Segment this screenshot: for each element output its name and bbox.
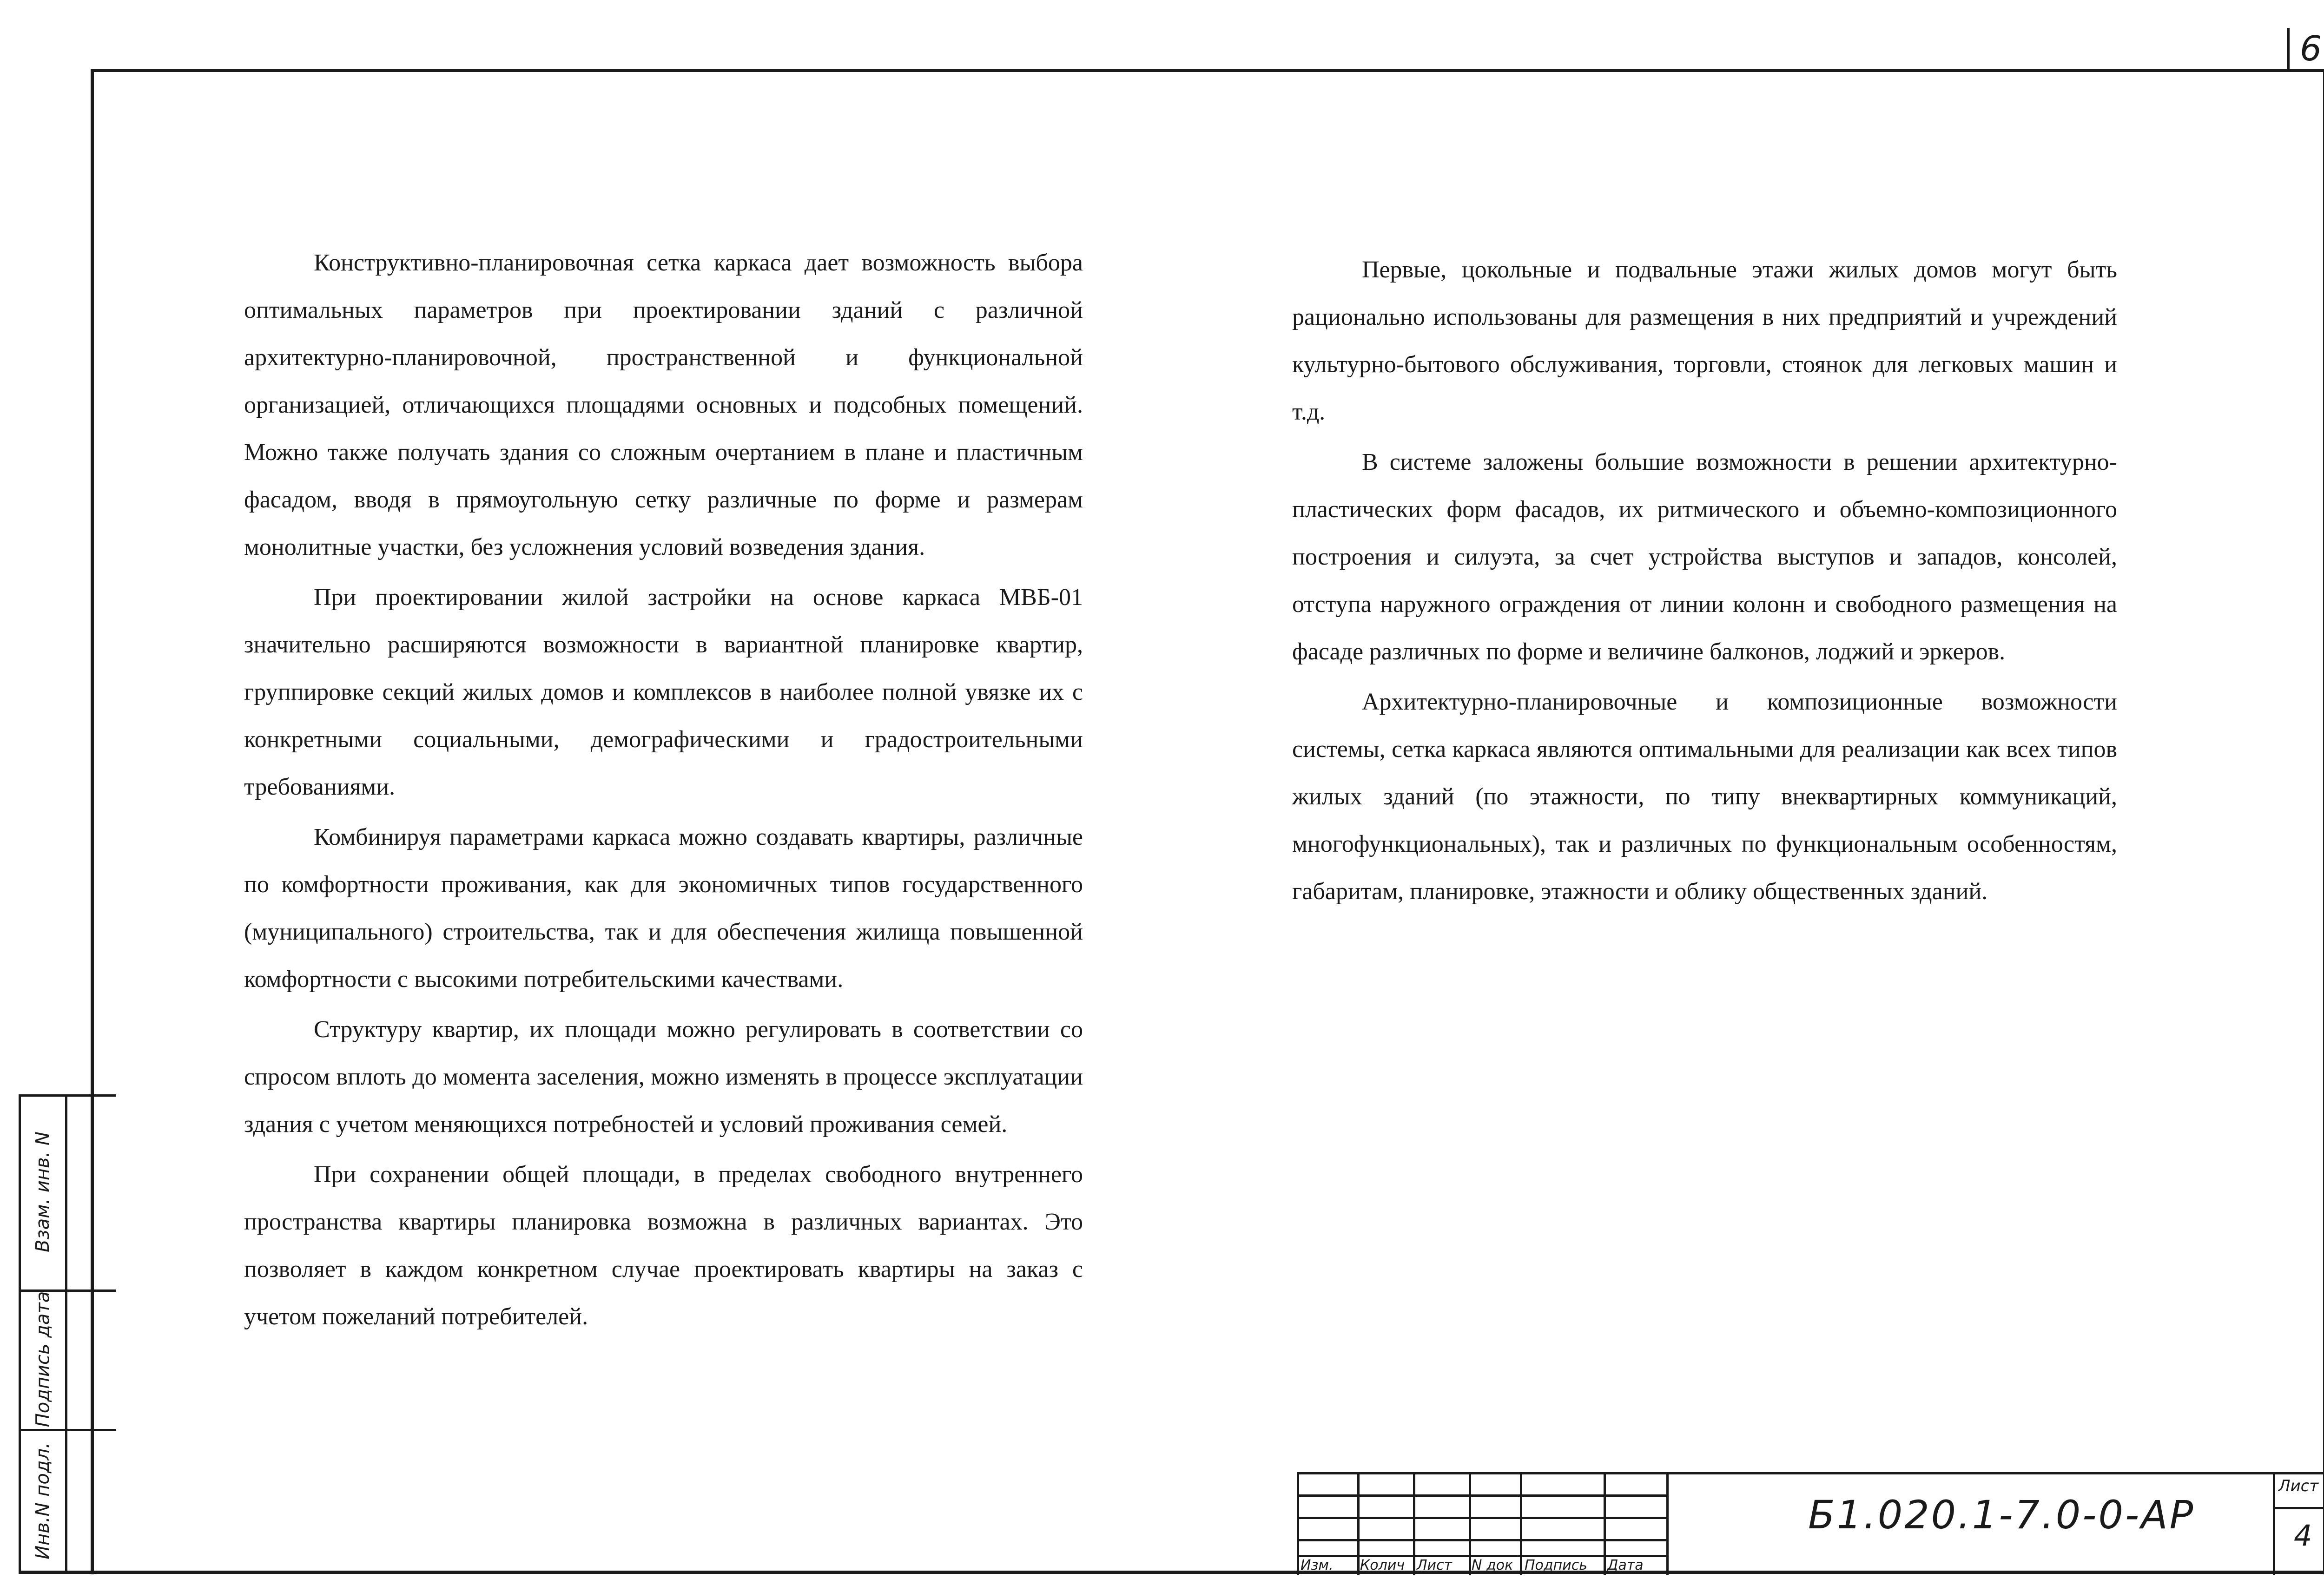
grid-line xyxy=(2273,1472,2275,1575)
document-code: Б1.020.1-7.0-0-АР xyxy=(1808,1492,2195,1538)
grid-line xyxy=(1520,1472,1522,1575)
stamp-inv-podl-cell xyxy=(29,1429,57,1573)
grid-line xyxy=(1413,1472,1415,1575)
paragraph: В системе заложены большие возможности в решении архитектурно-пластических форм фасадов, их ритмического и объемно-композиционного построения и силуэта, за счет устройства выступов и западов, консолей, отступа наружного ограждения от линии колонн и свободного размещения на фасаде различных по форме и величине балконов, лоджий и эркеров. xyxy=(1292,449,2117,665)
header-izm: Изм. xyxy=(1301,1557,1334,1573)
grid-line xyxy=(1357,1472,1360,1575)
paragraph: При проектировании жилой застройки на основе каркаса МВБ-01 значительно расширяются возможности в вариантной планировке квартир, группировке секций жилых домов и комплексов в наиболее полной увязке их с конкретными социальными, демографическими и градостроительными требованиями. xyxy=(244,584,1083,800)
paragraph: Первые, цокольные и подвальные этажи жилых домов могут быть рационально использованы для размещения в них предприятий и учреждений культурно-бытового обслуживания, торговли, стоянок для легковых машин и т.д. xyxy=(1292,257,2117,425)
header-kolich: Колич xyxy=(1360,1557,1405,1573)
left-text-column xyxy=(244,239,1083,1341)
grid-line xyxy=(1604,1472,1606,1575)
paragraph: Структуру квартир, их площади можно регулировать в соответствии со спросом вплоть до момента заселения, можно изменять в процессе эксплуатации здания с учетом меняющихся потребностей и условий проживания семей. xyxy=(244,1016,1083,1138)
stamp-podpis-cell xyxy=(29,1289,57,1429)
frame-top xyxy=(91,69,2324,72)
stamp-left-line xyxy=(19,1094,21,1573)
header-list: Лист xyxy=(1417,1557,1452,1573)
sheet-number-box xyxy=(2273,1472,2324,1575)
corner-tick xyxy=(2287,28,2290,72)
stamp-podpis-label: Подпись дата xyxy=(32,1291,53,1428)
header-podpis: Подпись xyxy=(1525,1557,1587,1573)
grid-line xyxy=(1297,1472,1299,1575)
grid-line xyxy=(1297,1517,1669,1519)
grid-line xyxy=(1297,1494,1669,1497)
header-ndok: N док xyxy=(1472,1557,1513,1573)
title-block xyxy=(1297,1472,2324,1575)
paragraph: Архитектурно-планировочные и композиционные возможности системы, сетка каркаса являются оптимальными для реализации как всех типов жилых зданий (по этажности, по типу внеквартирных коммуникаций, многофункциональных), так и различных по функциональным особенностям, габаритам, планировке, этажности и облику общественных зданий. xyxy=(1292,689,2117,905)
title-block-grid xyxy=(1297,1472,1669,1575)
paragraph: При сохранении общей площади, в пределах свободного внутреннего пространства квартиры планировка возможна в различных вариантах. Это позволяет в каждом конкретном случае проектировать квартиры на заказ с учетом пожеланий потребителей. xyxy=(244,1161,1083,1330)
grid-line xyxy=(1666,1472,1669,1575)
stamp-vzam-inv-cell xyxy=(29,1094,57,1289)
binding-stamp xyxy=(19,1094,116,1575)
corner-page-number: 6 xyxy=(2300,29,2322,69)
grid-line xyxy=(2273,1507,2324,1509)
grid-line xyxy=(1297,1539,1669,1541)
paragraph: Конструктивно-планировочная сетка каркаса дает возможность выбора оптимальных параметров при проектировании зданий с различной архитектурно-планировочной, пространственной и функциональной организацией, отличающихся площадями основных и подсобных помещений. Можно также получать здания со сложным очертанием в плане и пластичным фасадом, вводя в прямоугольную сетку различные по форме и размерам монолитные участки, без усложнения условий возведения здания. xyxy=(244,250,1083,560)
stamp-vzam-inv-label: Взам. инв. N xyxy=(32,1132,53,1252)
grid-line xyxy=(1297,1472,2324,1474)
stamp-inv-podl-label: Инв.N подл. xyxy=(32,1442,53,1559)
sheet-number: 4 xyxy=(2294,1519,2312,1553)
sheet-label: Лист xyxy=(2278,1477,2319,1495)
grid-line xyxy=(1469,1472,1471,1575)
header-data: Дата xyxy=(1607,1557,1644,1573)
right-text-column xyxy=(1292,246,2117,915)
paragraph: Комбинируя параметрами каркаса можно создавать квартиры, различные по комфортности проживания, как для экономичных типов государственного (муниципального) строительства, так и для обеспечения жилища повышенной комфортности с высокими потребительскими качествами. xyxy=(244,824,1083,993)
stamp-mid-line xyxy=(65,1094,67,1573)
